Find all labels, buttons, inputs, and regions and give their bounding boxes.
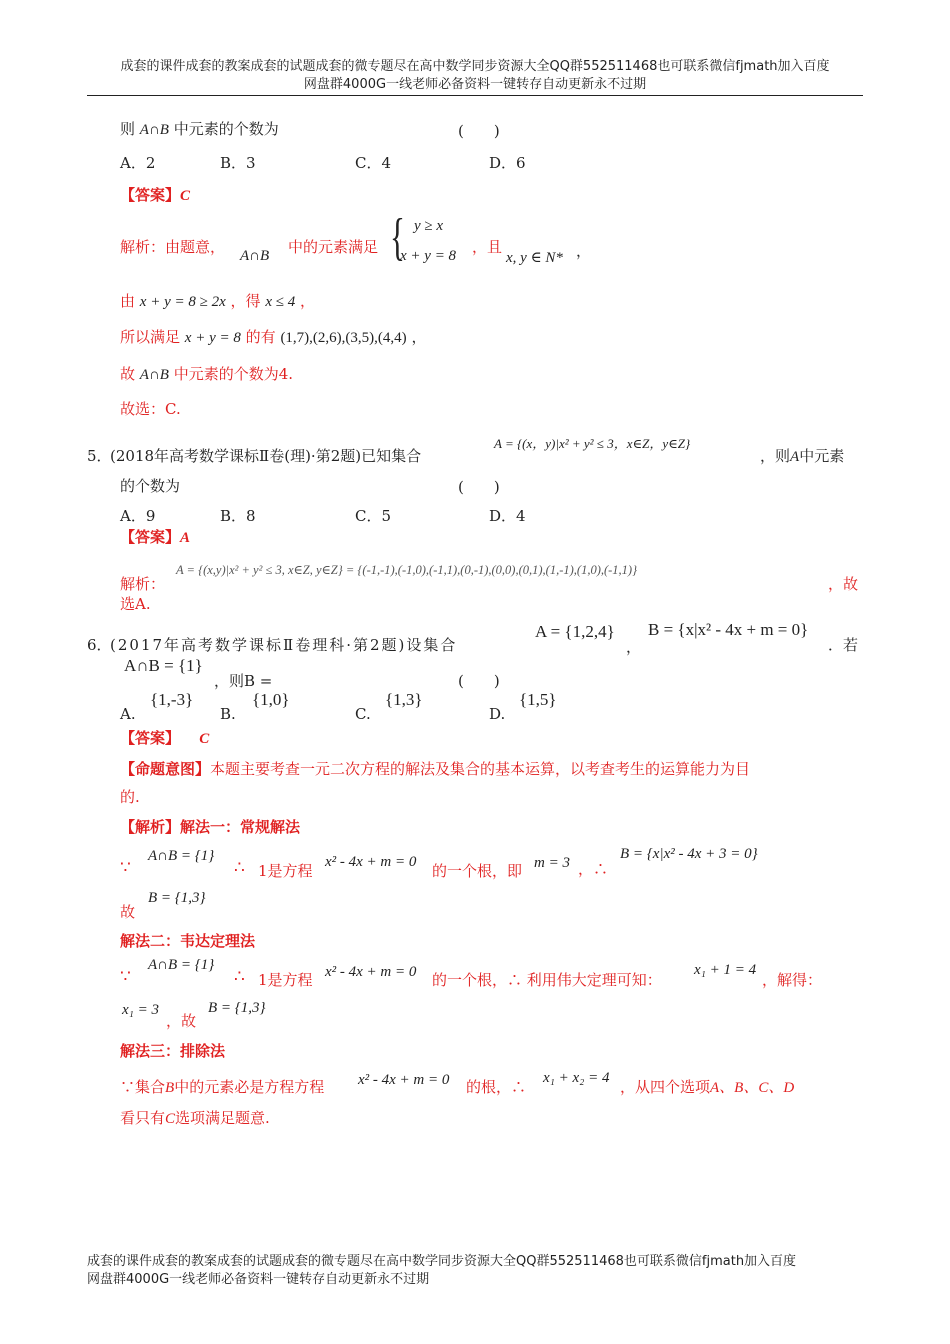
q6-m2-text3: ，解得： [762,971,823,989]
q6-method2-title: 解法二：韦达定理法 [120,932,256,950]
q4-stem [120,118,279,139]
q5-stem-var: A [790,449,800,465]
q5-paren: ( ) [458,478,500,496]
q6-condition: A∩B = {1} [124,656,203,675]
q4-analysis-l1-math1: A∩B [240,248,270,264]
q4-stem-prefix: 则 [120,120,136,138]
q6-m2-math3: x₁ + 1 = 4 [694,962,757,978]
q4-analysis-l3 [120,326,426,347]
q6-set-b: B = {x|x² - 4x + m = 0} [648,620,809,639]
q6-option-b-value: {1,0} [252,690,290,709]
q6-m3-text3: 的根，∴ [466,1078,527,1096]
header-line-2: 网盘群4000G一线老师必备资料一键转存自动更新永不过期 [303,77,647,92]
q6-m2-text1: 1是方程 [258,971,313,989]
q4-analysis-l1-mid: 中的元素满足 [288,238,379,256]
q4-l4-prefix: 故 [120,365,136,383]
q6-analysis-title [120,816,300,837]
q5-option-d: D．4 [489,507,526,525]
q6-m3-text4-group [620,1076,794,1097]
q6-m3-text4: ，从四个选项 [620,1078,711,1096]
q4-option-b: B．3 [220,154,256,172]
q5-answer-label: 【答案】 [120,528,181,546]
q6-m2-therefore: ∴ [234,967,245,987]
q6-then: ，则B = [214,672,273,690]
q6-analysis-label: 【解析】 [120,818,181,836]
q4-system-brace: { [390,209,405,266]
q4-analysis-l1-prefix: 解析：由题意， [120,238,226,256]
q6-intent-label: 【命题意图】 [120,760,211,778]
q4-l3-end: ， [411,328,427,346]
q6-option-a-value: {1,-3} [150,690,194,709]
q6-source: (2017年高考数学课标Ⅱ卷理科·第2题)设集合 [110,636,458,654]
q6-method3-title: 解法三：排除法 [120,1042,226,1060]
q4-l2-math1: x + y = 8 ≥ 2x [139,294,226,310]
q4-l2-end: ， [300,292,316,310]
q6-intent-text: 本题主要考查一元二次方程的解法及集合的基本运算，以考查考生的运算能力为目 [210,760,751,778]
q6-m2-text2: 的一个根，∴ 利用伟大定理可知： [432,971,662,989]
q6-option-a-label: A. [120,705,136,723]
footer-line-2: 网盘群4000G一线老师必备资料一键转存自动更新永不过期 [87,1272,430,1287]
q5-analysis-math: A = {(x,y)|x² + y² ≤ 3, x∈Z, y∈Z} = {(-1,-1),(-1,0),(-1,1),(0,-1),(0,0),(0,1),(1,-1),(1,0),(-1,1)} [176,563,638,577]
q6-m3-l2-prefix: 看只有 [120,1109,166,1127]
q6-option-c-value: {1,3} [385,690,423,709]
q6-m3-math1: x² - 4x + m = 0 [358,1072,450,1088]
q6-m1-math3: m = 3 [534,855,570,871]
q6-comma: ， [626,638,642,656]
q5-answer [120,526,190,547]
q6-m1-therefore: ∴ [234,858,245,878]
q6-m3-line2 [120,1107,270,1128]
q4-analysis-l2 [120,290,315,311]
q6-answer-label: 【答案】 [120,729,181,747]
q6-m1-because: ∵ [120,858,131,878]
q4-option-d: D．6 [489,154,526,172]
q4-option-a: A．2 [120,154,156,172]
q5-source: (2018年高考数学课标Ⅱ卷(理)·第2题)已知集合 [110,447,422,465]
q6-m1-l2-prefix: 故 [120,903,136,921]
q4-answer [120,184,190,205]
q5-option-a: A．9 [120,507,156,525]
q5-number: 5． [87,447,112,465]
q6-option-c-label: C. [355,705,371,723]
q5-stem-end2: 中元素 [799,447,845,465]
q4-option-c: C．4 [355,154,392,172]
q6-m3-l2-suffix: 选项满足题意. [175,1109,270,1127]
q6-m1-l2-math: B = {1,3} [148,890,206,906]
q4-paren: ( ) [458,122,500,140]
q4-l2-prefix: 由 [120,292,136,310]
q6-number: 6． [87,636,112,654]
q6-m1-math4: B = {x|x² - 4x + 3 = 0} [620,846,758,862]
q4-system-bottom: x + y = 8 [400,248,457,264]
q6-answer-value: C [199,731,210,747]
q6-m3-text1: ∵集合 [120,1078,166,1096]
q4-analysis-l5: 故选：C. [120,400,181,418]
q6-m3-opts: A、B、C、D [710,1080,795,1096]
q4-answer-label: 【答案】 [120,186,181,204]
q6-m3-var: B [165,1080,175,1096]
q4-l3-math1: x + y = 8 [184,330,241,346]
q6-m2-l2-math1: x₁ = 3 [122,1002,159,1018]
header-line-1: 成套的课件成套的教案成套的试题成套的微专题尽在高中数学同步资源大全QQ群552511468也可联系微信fjmath加入百度 [120,59,830,74]
q6-m2-l2-math2: B = {1,3} [208,1000,266,1016]
q5-analysis-end: ，故 [828,575,859,593]
q5-option-c: C．5 [355,507,392,525]
header-divider [87,95,863,96]
q6-m2-math1: A∩B = {1} [148,957,215,973]
q5-analysis-line2: 选A. [120,595,151,613]
q5-analysis-label: 解析： [120,575,166,593]
q6-paren: ( ) [458,672,500,690]
footer-line-1: 成套的课件成套的教案成套的试题成套的微专题尽在高中数学同步资源大全QQ群552511468也可联系微信fjmath加入百度 [87,1254,797,1269]
q4-l3-mid: 的有 [245,328,276,346]
q6-m2-because: ∵ [120,967,131,987]
q6-set-a: A = {1,2,4} [535,622,615,641]
q6-m3-text2: 中的元素必是方程方程 [174,1078,325,1096]
q4-analysis-l1-end: ， [576,242,592,260]
q6-m3-line1 [120,1076,324,1097]
q4-analysis-l4 [120,363,293,384]
q6-m3-math2: x₁ + x₂ = 4 [543,1070,610,1086]
q4-l3-prefix: 所以满足 [120,328,181,346]
q6-answer [120,727,209,748]
q5-answer-value: A [180,530,191,546]
q6-method1-title: 解法一：常规解法 [180,818,301,836]
q6-intent-line2: 的. [120,788,140,806]
q4-answer-value: C [180,188,191,204]
q5-stem-end-text: ，则 [760,447,791,465]
q6-option-d-label: D. [489,705,506,723]
q6-m1-text2: 的一个根，即 [432,862,523,880]
q4-stem-math: A∩B [139,122,169,138]
q5-stem-end [760,445,844,466]
q6-m2-math2: x² - 4x + m = 0 [325,964,417,980]
q6-option-d-value: {1,5} [519,690,557,709]
q6-intent [120,758,750,779]
q5-option-b: B．8 [220,507,256,525]
q4-l4-suffix: 中元素的个数为4. [173,365,294,383]
q6-m1-math1: A∩B = {1} [148,848,215,864]
q4-l2-math2: x ≤ 4 [265,294,296,310]
q6-m1-text3: ，∴ [578,860,609,878]
q5-set-def: A = {(x，y)|x² + y² ≤ 3，x∈Z，y∈Z} [494,436,691,451]
q4-system-top: y ≥ x [414,218,444,234]
q6-if: ．若 [828,636,859,654]
q4-l3-math2: (1,7),(2,6),(3,5),(4,4) [280,330,407,346]
q4-analysis-l1-math2: x, y ∈ N* [506,250,563,266]
q5-stem-line2: 的个数为 [120,477,181,495]
q4-l4-math: A∩B [139,367,169,383]
q6-m3-l2-var: C [165,1111,176,1127]
q6-option-b-label: B. [220,705,236,723]
q4-stem-suffix: 中元素的个数为 [173,120,279,138]
q4-analysis-l1-and: ，且 [472,238,503,256]
q6-m1-text1: 1是方程 [258,862,313,880]
q4-l2-mid: ，得 [230,292,261,310]
q6-m1-math2: x² - 4x + m = 0 [325,854,417,870]
q6-m2-l2-text: ，故 [166,1012,197,1030]
